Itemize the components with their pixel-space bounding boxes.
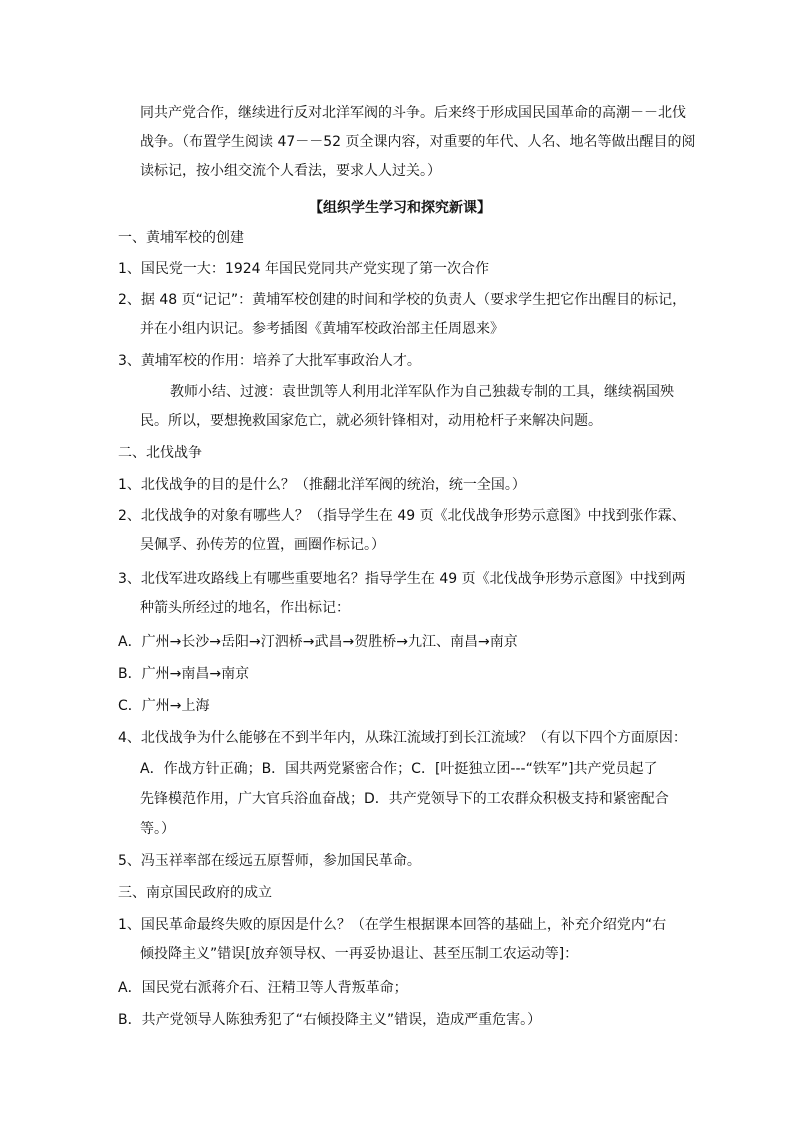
section2-item-5: 5、冯玉祥率部在绥远五原誓师，参加国民革命。 — [118, 853, 421, 869]
section2-item-4-line-1: 4、北伐战争为什么能够在不到半年内，从珠江流域打到长江流域？（有以下四个方面原因： — [118, 730, 687, 746]
intro-line-2: 战争。（布置学生阅读 47－－52 页全课内容，对重要的年代、人名、地名等做出醒目的阅 — [140, 134, 696, 150]
section2-item-4-line-2: A．作战方针正确；B．国共两党紧密合作；C．[叶挺独立团---“铁军”]共产党员起了 — [140, 761, 658, 777]
section1-title: 一、黄埔军校的创建 — [118, 230, 244, 246]
reason-b: B．共产党领导人陈独秀犯了“右倾投降主义”错误，造成严重危害。） — [118, 1012, 542, 1028]
section2-title: 二、北伐战争 — [118, 445, 202, 461]
reason-a: A．国民党右派蒋介石、汪精卫等人背叛革命； — [118, 980, 408, 996]
section2-item-4-line-4: 等。） — [140, 821, 175, 837]
intro-line-3: 读标记，按小组交流个人看法，要求人人过关。） — [140, 163, 441, 179]
section2-item-3-line-1: 3、北伐军进攻路线上有哪些重要地名？指导学生在 49 页《北伐战争形势示意图》中找到两 — [118, 571, 686, 587]
route-b: B．广州→南昌→南京 — [118, 666, 250, 682]
route-c: C．广州→上海 — [118, 698, 210, 714]
section1-summary-line-2: 民。所以，要想挽救国家危亡，就必须针锋相对，动用枪杆子来解决问题。 — [140, 413, 602, 429]
section2-item-1: 1、北伐战争的目的是什么？（推翻北洋军阀的统治，统一全国。） — [118, 477, 526, 493]
route-a: A．广州→长沙→岳阳→汀泗桥→武昌→贺胜桥→九江、南昌→南京 — [118, 634, 518, 650]
intro-line-1: 同共产党合作，继续进行反对北洋军阀的斗争。后来终于形成国民国革命的高潮－－北伐 — [140, 105, 686, 121]
section1-item-2-line-1: 2、据 48 页“记记”：黄埔军校创建的时间和学校的负责人（要求学生把它作出醒目的标记， — [118, 292, 687, 308]
section2-item-2-line-1: 2、北伐战争的对象有哪些人？（指导学生在 49 页《北伐战争形势示意图》中找到张作霖、 — [118, 508, 686, 524]
section1-item-2-line-2: 并在小组内识记。参考插图《黄埔军校政治部主任周恩来》 — [140, 321, 504, 337]
section2-item-3-line-2: 种箭头所经过的地名，作出标记： — [140, 600, 350, 616]
section-heading: 【组织学生学习和探究新课】 — [309, 200, 491, 216]
section1-summary-line-1: 教师小结、过渡：袁世凯等人利用北洋军队作为自己独裁专制的工具，继续祸国殃 — [170, 384, 674, 400]
section1-item-3: 3、黄埔军校的作用：培养了大批军事政治人才。 — [118, 353, 421, 369]
section3-item-1-line-2: 倾投降主义”错误[放弃领导权、一再妥协退让、甚至压制工农运动等]： — [140, 946, 579, 962]
section2-item-2-line-2: 吴佩孚、孙传芳的位置，画圈作标记。） — [140, 537, 385, 553]
section2-item-4-line-3: 先锋模范作用，广大官兵浴血奋战；D．共产党领导下的工农群众积极支持和紧密配合 — [140, 791, 669, 807]
section1-item-1: 1、国民党一大：1924 年国民党同共产党实现了第一次合作 — [118, 261, 489, 277]
section3-item-1-line-1: 1、国民革命最终失败的原因是什么？（在学生根据课本回答的基础上，补充介绍党内“右 — [118, 917, 667, 933]
section3-title: 三、南京国民政府的成立 — [118, 885, 272, 901]
